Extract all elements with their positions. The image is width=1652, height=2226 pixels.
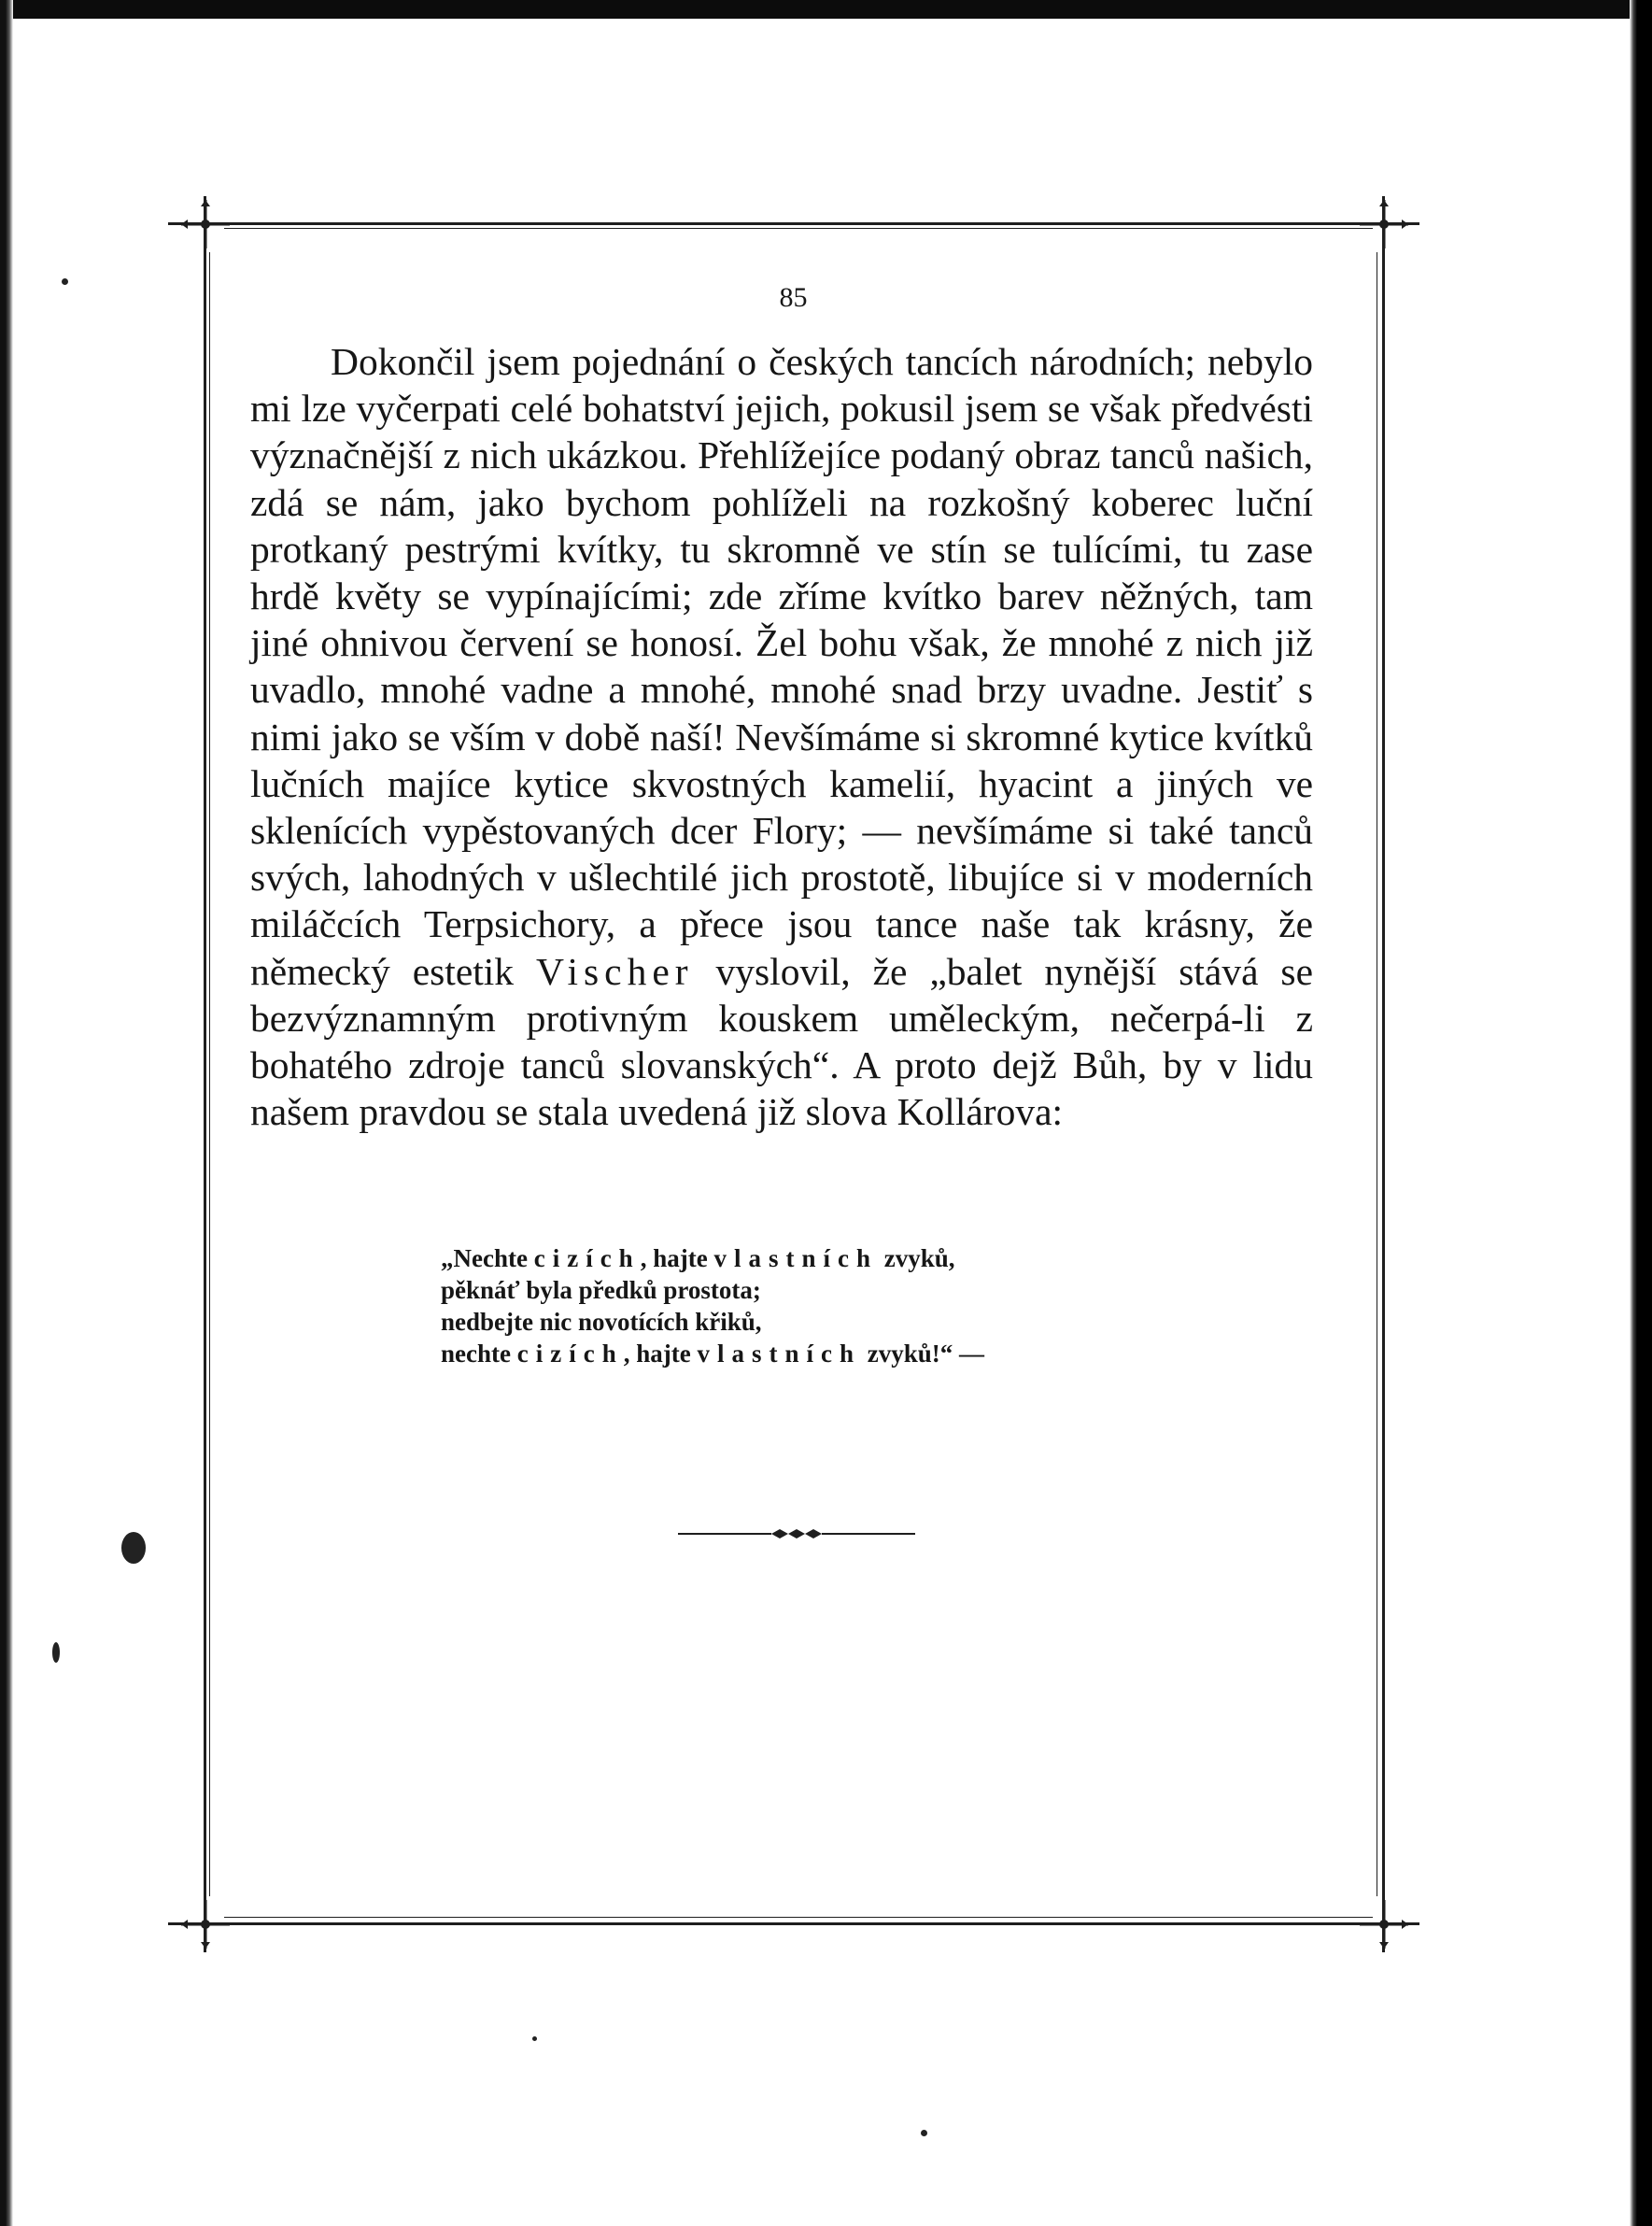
poem-line (441, 1306, 984, 1338)
page-number: 85 (779, 282, 808, 313)
poem-line (441, 1274, 984, 1306)
poem-emphasis: vlastních (713, 1244, 878, 1272)
corner-ornament-top-left (177, 196, 233, 252)
paragraph-text-part-1: Dokončil jsem pojednání o českých tancích národních; nebylo mi lze vyčerpati celé bohatství jejich, pokusil jsem se však předvésti význačnější z nich ukázkou. Přehlížejíce podaný obraz tanců našich, zdá se nám, jako bychom pohlíželi na rozkošný koberec luční protkaný pestrými kvítky, tu skromně ve stín se tulícími, tu zase hrdě květy se vypínajícími; zde zříme kvítko barev něžných, tam jiné ohnivou červení se honosí. Žel bohu však, že mnohé z nich již uvadlo, mnohé vadne a mnohé, mnohé snad brzy uvadne. Jestiť s nimi jako se vším v době naší! Nevšímáme si skromné kytice kvítků lučních majíce kytice skvostných kamelií, hyacint a jiných ve sklenících vypěstovaných dcer Flory; — nevšímáme si také tanců svých, lahodných v ušlechtilé jich prostotě, libujíce si v moderních miláčcích Terpsichory, a přece jsou tance naše tak krásny, že německý estetik (250, 340, 1313, 993)
poem-text: pěknáť byla předků prostota; (441, 1276, 761, 1304)
poem-line (441, 1338, 984, 1369)
scan-edge-top (0, 0, 1652, 19)
frame-left-line (204, 196, 206, 1952)
frame-right-line (1382, 196, 1385, 1952)
corner-ornament-top-right (1356, 196, 1412, 252)
scan-speck (52, 1642, 60, 1663)
scan-speck (532, 2036, 537, 2041)
scan-edge-left (0, 0, 13, 2226)
scan-speck (62, 278, 68, 285)
poem-quote (441, 1242, 984, 1369)
frame-bottom-line-thin (224, 1917, 1373, 1918)
end-ornament-divider (678, 1526, 915, 1541)
main-paragraph (250, 338, 1313, 1135)
frame-bottom-line (168, 1922, 1419, 1925)
frame-left-line-thin (209, 252, 210, 1896)
poem-text: nedbejte nic novotících křiků, (441, 1308, 762, 1336)
paragraph-text-part-3: vyslovil, že „balet nynější stává se bezvýznamným protivným kouskem uměleckým, nečerpá-li z bohatého zdroje tanců slovanských“. A proto dejž Bůh, by v lidu našem pravdou se stala uvedená již slova Kollárova: (250, 949, 1313, 1134)
poem-text: nechte (441, 1340, 517, 1368)
poem-text: , hajte (640, 1244, 714, 1272)
scan-edge-right (1630, 0, 1652, 2226)
poem-emphasis: cizích (516, 1340, 624, 1368)
poem-text: „Nechte (441, 1244, 534, 1272)
scan-speck (921, 2130, 927, 2136)
poem-text: zvyků, (877, 1244, 955, 1272)
corner-ornament-bottom-right (1356, 1896, 1412, 1952)
poem-line (441, 1242, 984, 1274)
frame-top-line-thin (224, 228, 1373, 229)
poem-emphasis: cizích (533, 1244, 641, 1272)
poem-text: , hajte (623, 1340, 698, 1368)
frame-top-line (168, 222, 1419, 225)
poem-emphasis: vlastních (697, 1340, 861, 1368)
poem-text: zvyků!“ — (860, 1340, 984, 1368)
scan-speck (121, 1532, 146, 1564)
paragraph-emphasized-name: Vischer (536, 949, 694, 993)
corner-ornament-bottom-left (177, 1896, 233, 1952)
